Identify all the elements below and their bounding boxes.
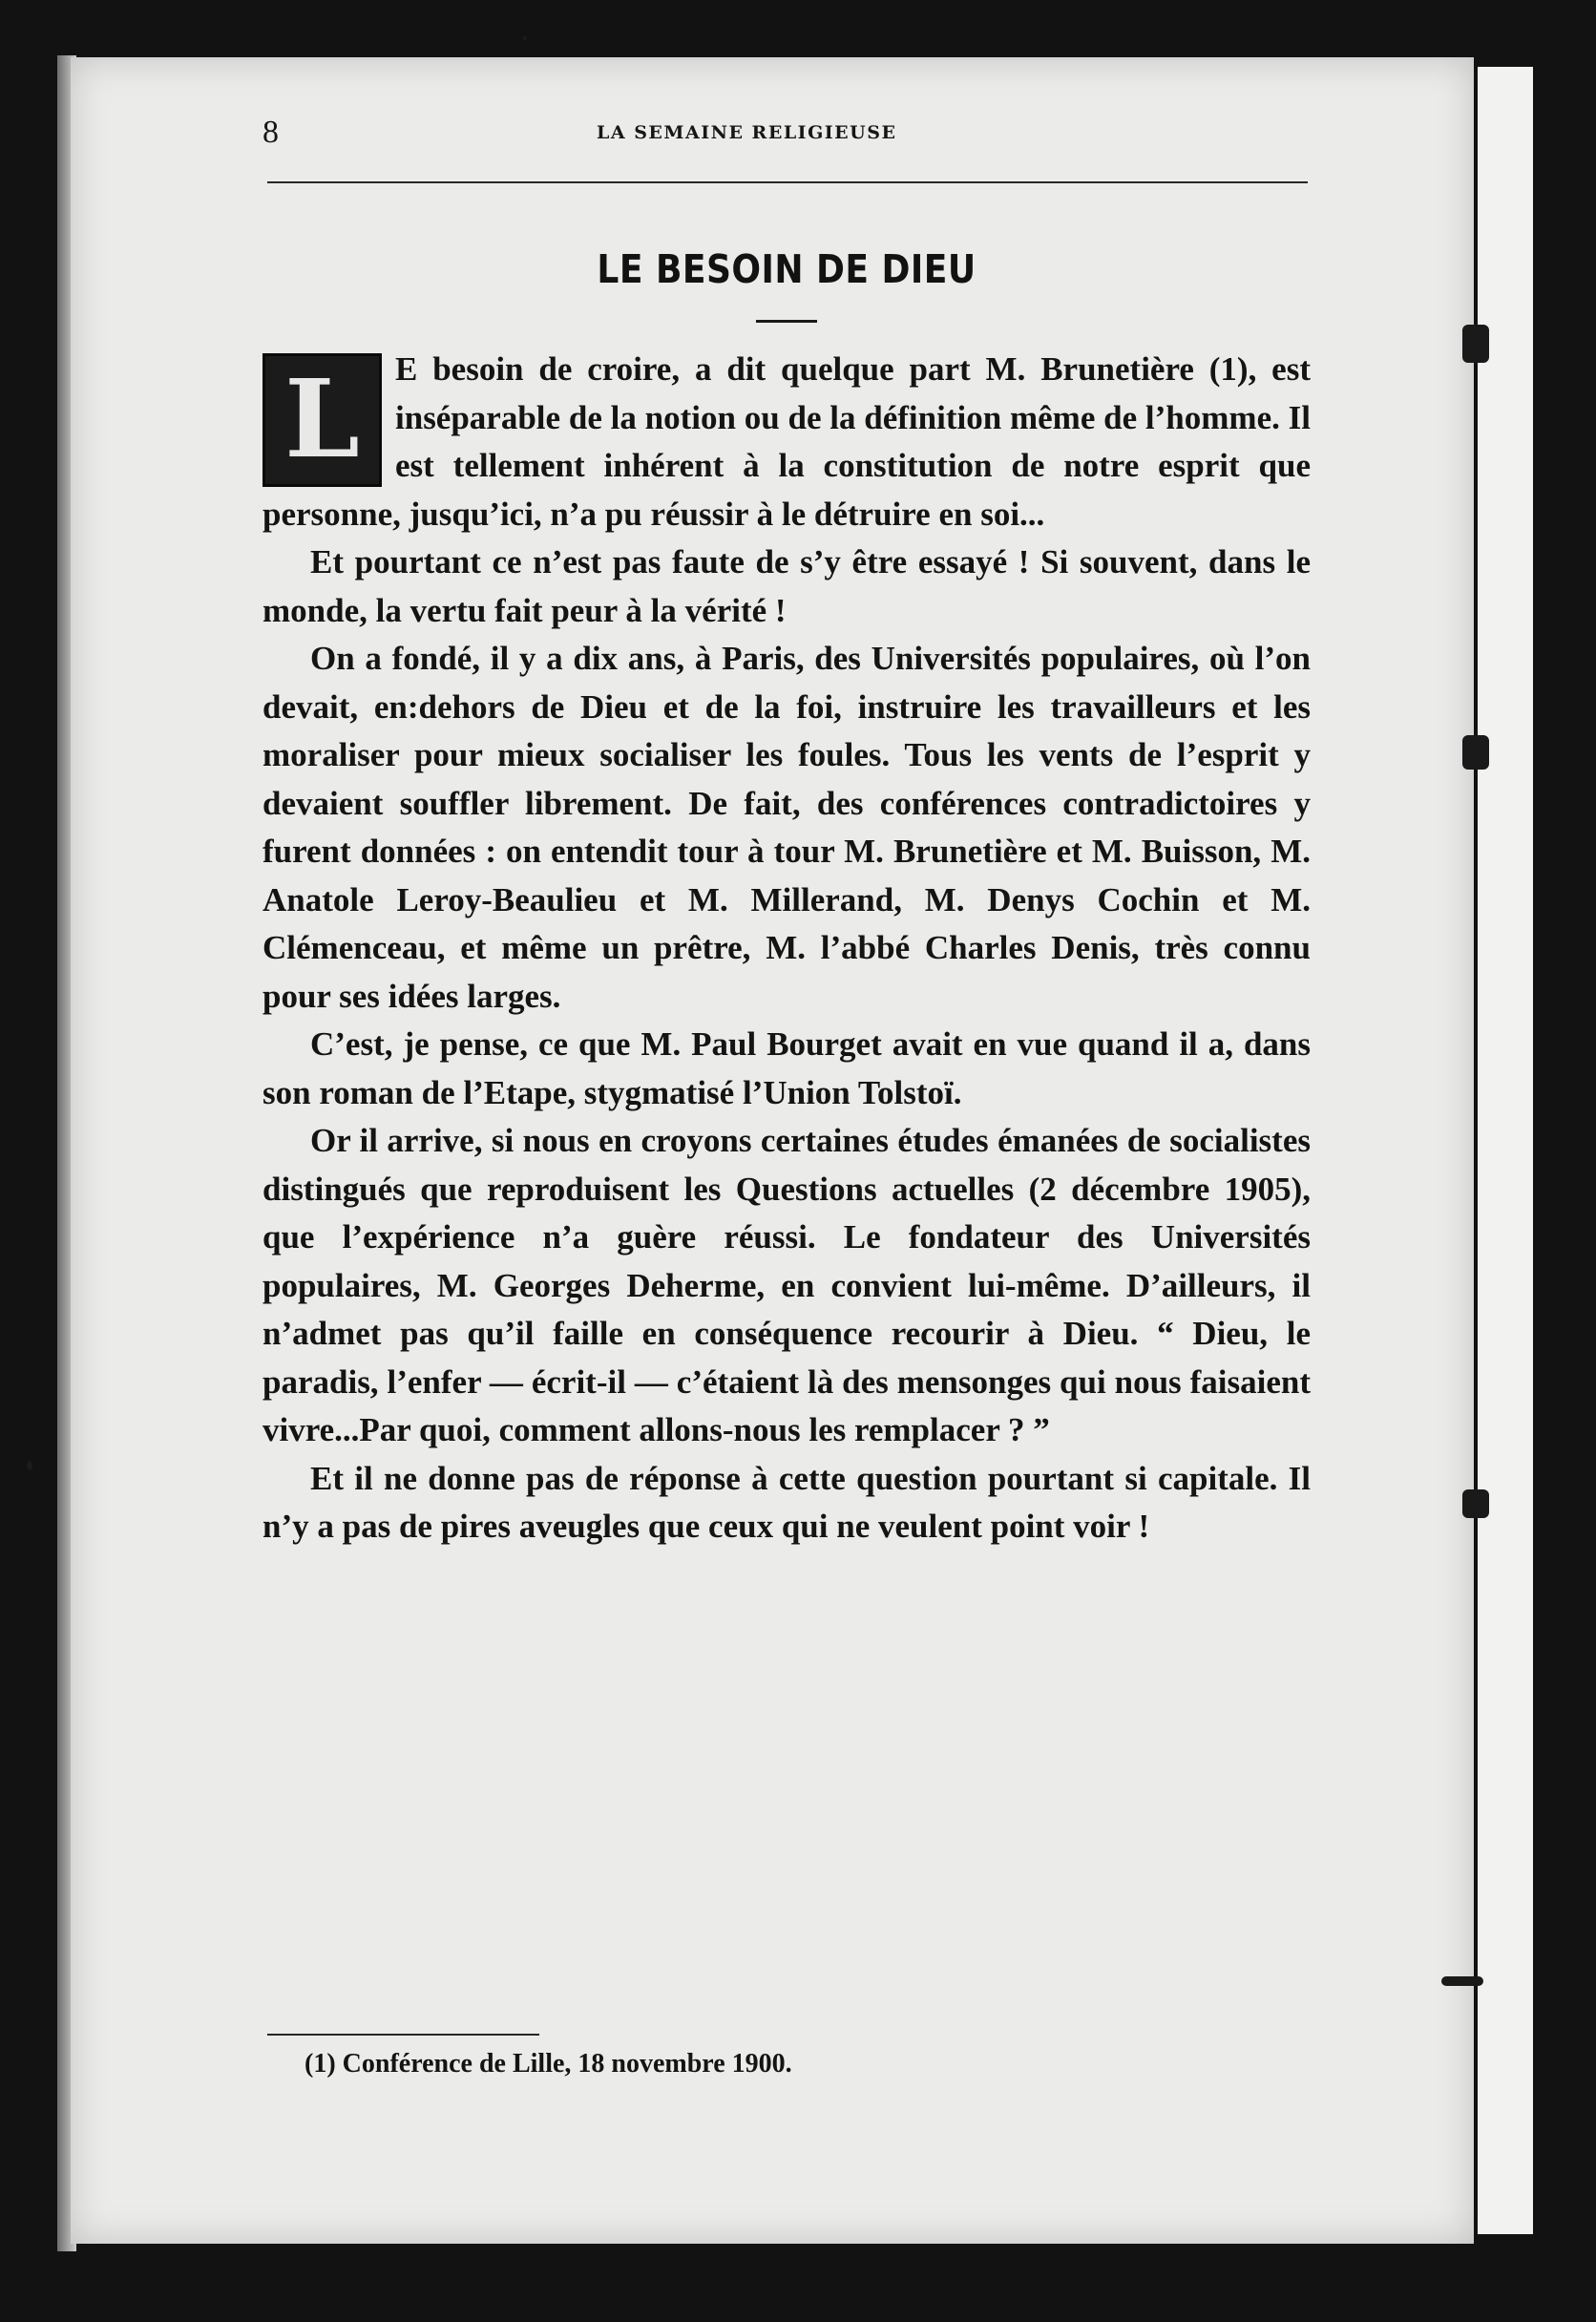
paragraph: C’est, je pense, ce que M. Paul Bourget avait en vue quand il a, dans son roman de l’Etape, stygmatisé l’Union Tolstoï. [262, 1025, 1311, 1111]
article-body [262, 346, 1311, 1552]
binding-thread [1462, 735, 1489, 770]
page-content [262, 95, 1311, 2079]
binding-thread [1462, 325, 1489, 363]
dropcap-ornament [262, 353, 382, 487]
journal-title: LA SEMAINE RELIGIEUSE [597, 122, 897, 143]
title-dash [756, 320, 817, 323]
paragraph-text: E besoin de croire, a dit quelque part M. Brunetière (1), est inséparable de la notion ou de la définition même de l’homme. Il est tellement inhérent à la constitution de notre esprit que personne, jusqu’ici, n’a pu réussir à le détruire en soi... [262, 350, 1311, 533]
dropcap-letter: L [284, 356, 360, 482]
paragraph: Et il ne donne pas de réponse à cette question pourtant si capitale. Il n’y a pas de pires aveugles que ceux qui ne veulent point voir ! [262, 1459, 1311, 1545]
article-title: LE BESOIN DE DIEU [597, 246, 976, 292]
running-head [262, 95, 1311, 153]
paragraph: On a fondé, il y a dix ans, à Paris, des Universités populaires, où l’on devait, en:dehors de Dieu et de la foi, instruire les travailleurs et les moraliser pour mieux socialiser les foules. Tous les vents de l’esprit y devaient souffler librement. De fait, des conférences contradictoires y furent données : on entendit tour à tour M. Brunetière et M. Buisson, M. Anatole Leroy-Beaulieu et M. Millerand, M. Denys Cochin et M. Clémenceau, et même un prêtre, M. l’abbé Charles Denis, très connu pour ses idées larges. [262, 640, 1311, 1015]
paragraph [262, 346, 1311, 538]
header-rule [267, 181, 1308, 183]
binding-thread [1441, 1976, 1483, 1986]
page-number: 8 [262, 115, 279, 150]
scan-speck [523, 36, 527, 40]
paragraph: Or il arrive, si nous en croyons certaines études émanées de socialistes distingués que reproduisent les Questions actuelles (2 décembre 1905), que l’expérience n’a guère réussi. Le fondateur des Universités populaires, M. Georges Deherme, en convient lui-même. D’ailleurs, il n’admet pas qu’il faille en conséquence recourir à Dieu. “ Dieu, le paradis, l’enfer — écrit-il — c’étaient là des mensonges qui nous faisaient vivre...Par quoi, comment allons-nous les remplacer ? ” [262, 1122, 1311, 1448]
binding-thread [1462, 1489, 1489, 1518]
footnote: (1) Conférence de Lille, 18 novembre 1900. [304, 2049, 792, 2079]
scan-speck [27, 1461, 32, 1470]
footnote-rule [267, 2034, 539, 2036]
paragraph: Et pourtant ce n’est pas faute de s’y être essayé ! Si souvent, dans le monde, la vertu fait peur à la vérité ! [262, 543, 1311, 629]
facing-page-strip [1478, 67, 1533, 2234]
